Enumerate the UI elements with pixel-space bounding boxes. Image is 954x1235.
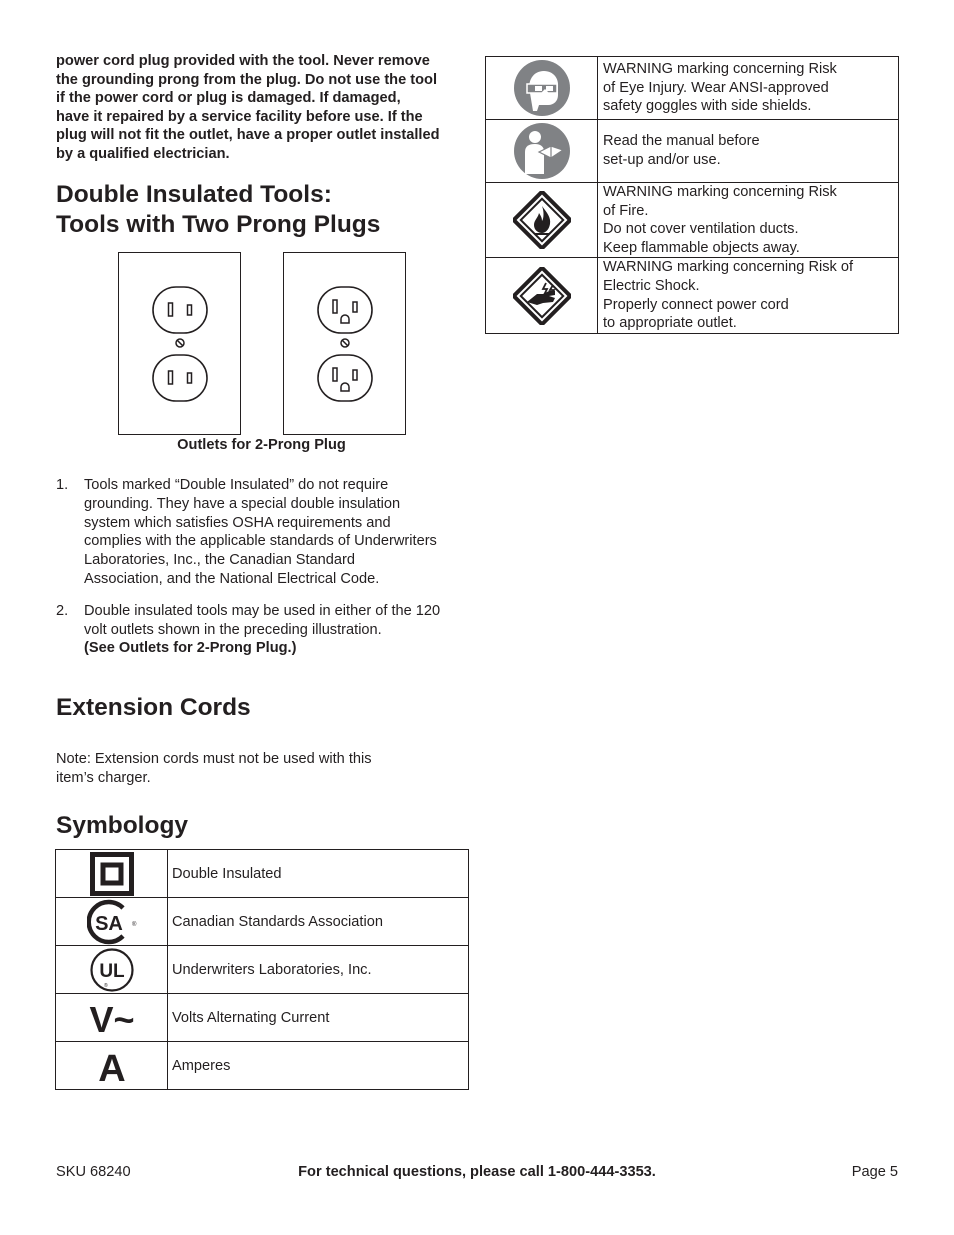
double-insulated-list: [56, 476, 470, 671]
warning-text: WARNING marking concerning Risk of Electric Shock. Properly connect power cord to appropriate outlet.: [598, 258, 899, 333]
table-row: [56, 994, 469, 1042]
footer-sku: SKU 68240: [56, 1164, 131, 1180]
list-item: 2. Double insulated tools may be used in either of the 120 volt outlets shown in the preceding illustration. (See Outlets for 2-Prong Plug.): [56, 602, 470, 658]
intro-line: plug will not fit the outlet, have a proper outlet installed: [56, 127, 440, 144]
list-number: 1.: [56, 477, 69, 493]
figure-caption: Outlets for 2-Prong Plug: [177, 437, 346, 453]
footer-page-number: Page 5: [851, 1164, 898, 1180]
list-item: 1. Tools marked “Double Insulated” do not require grounding. They have a special double insulation system which satisfies OSHA requirements and complies with the applicable standards of Underwriters Laboratories, Inc., the Canadian Standard Association, and the National Electrical Code.: [56, 477, 437, 587]
extension-note: Note: Extension cords must not be used with this item’s charger.: [56, 751, 372, 786]
symbology-table: [55, 849, 469, 1090]
svg-text:®: ®: [131, 921, 136, 928]
svg-text:V~: V~: [88, 998, 135, 1038]
table-row: [56, 1042, 469, 1090]
double-insulated-icon: [90, 852, 134, 896]
table-row: [56, 898, 469, 946]
table-row: [486, 258, 899, 333]
table-row: [56, 946, 469, 994]
table-row: [486, 120, 899, 183]
three-slot-outlet-icon: [285, 253, 405, 433]
intro-line: have it repaired by a service facility before use. If the: [56, 108, 423, 125]
symbol-label: Underwriters Laboratories, Inc.: [168, 946, 469, 994]
svg-text:A: A: [97, 1047, 126, 1086]
read-manual-icon: [513, 122, 571, 180]
svg-text:UL: UL: [98, 960, 125, 982]
svg-text:SA: SA: [94, 912, 123, 935]
amperes-icon: [92, 1046, 132, 1086]
double-insulated-heading: Double Insulated Tools: Tools with Two Prong Plugs: [56, 181, 381, 238]
symbol-label: Amperes: [168, 1042, 469, 1090]
warning-text: WARNING marking concerning Risk of Eye Injury. Wear ANSI-approved safety goggles with side shields.: [598, 57, 899, 120]
two-slot-outlet-figure: [118, 252, 241, 435]
fire-hazard-icon: [513, 191, 571, 249]
extension-cords-heading: Extension Cords: [56, 694, 251, 721]
volts-ac-icon: [84, 998, 140, 1038]
intro-line: by a qualified electrician.: [56, 145, 230, 162]
symbol-label: Volts Alternating Current: [168, 994, 469, 1042]
see-outlets-reference: (See Outlets for 2-Prong Plug.): [84, 640, 297, 657]
symbol-label: Double Insulated: [168, 850, 469, 898]
symbol-label: Canadian Standards Association: [168, 898, 469, 946]
symbology-heading: Symbology: [56, 812, 189, 839]
eye-protection-icon: [513, 59, 571, 117]
table-row: [486, 183, 899, 258]
csa-icon: [87, 899, 137, 945]
warning-text: WARNING marking concerning Risk of Fire. Do not cover ventilation ducts. Keep flammable objects away.: [598, 183, 899, 258]
footer-tech-support: For technical questions, please call 1-800-444-3353.: [298, 1164, 656, 1180]
electric-shock-icon: [513, 267, 571, 325]
intro-line: power cord plug provided with the tool. Never remove: [56, 53, 430, 69]
intro-paragraph: [56, 52, 472, 164]
warning-table: [485, 56, 899, 334]
table-row: [56, 850, 469, 898]
list-number: 2.: [56, 602, 69, 619]
three-slot-outlet-figure: [283, 252, 406, 435]
warning-text: Read the manual before set-up and/or use.: [598, 120, 899, 183]
table-row: [486, 57, 899, 120]
ul-icon: [89, 947, 135, 993]
intro-line: if the power cord or plug is damaged. If damaged,: [56, 90, 401, 107]
svg-text:®: ®: [103, 982, 108, 989]
two-slot-outlet-icon: [120, 253, 240, 433]
intro-line: the grounding prong from the plug. Do not use the tool: [56, 71, 438, 88]
